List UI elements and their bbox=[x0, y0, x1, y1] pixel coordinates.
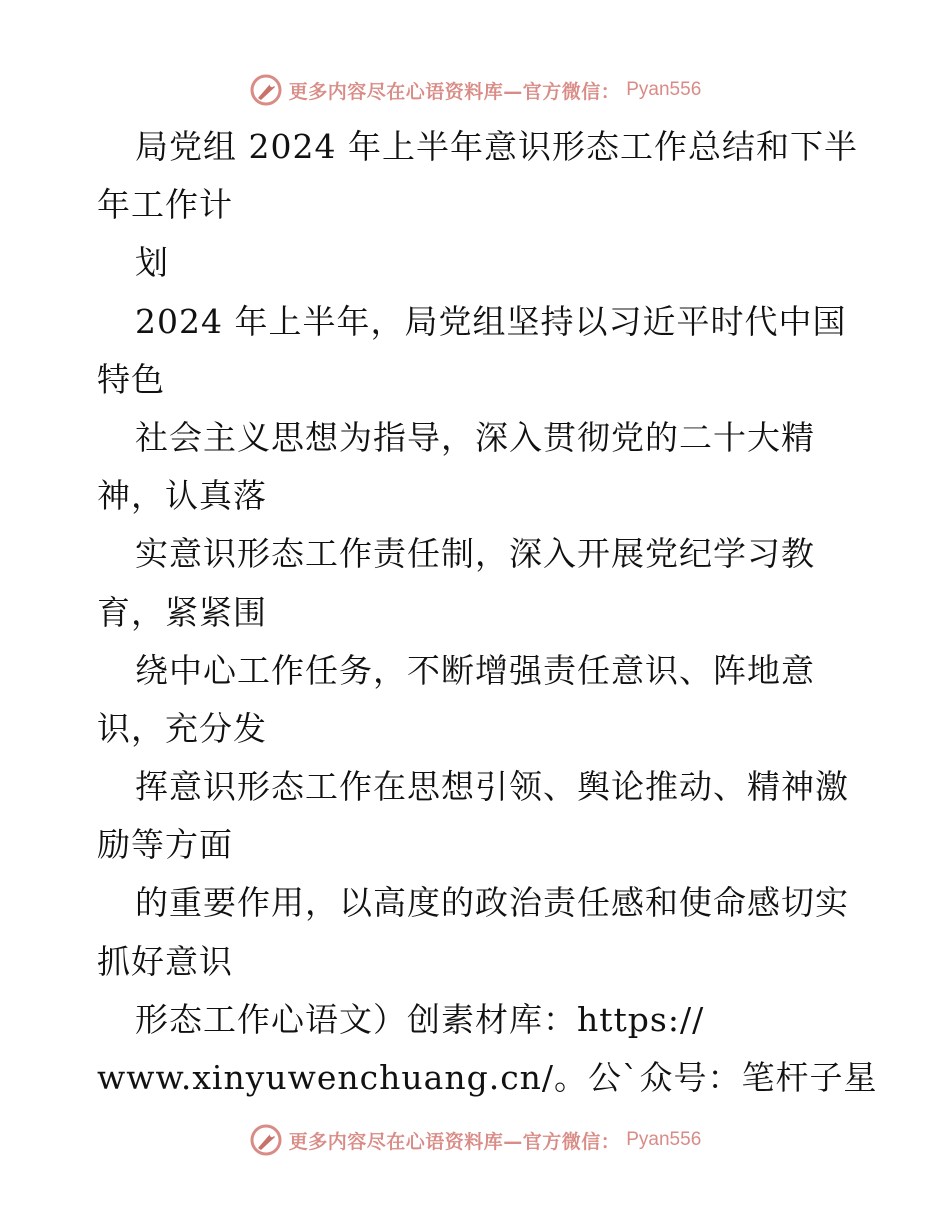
text-line: 形态工作心语文）创素材库：https:// bbox=[135, 999, 705, 1039]
text-line: 绕中心工作任务，不断增强责任意识、阵地意 bbox=[135, 650, 815, 690]
text-line: 育，紧紧围 bbox=[97, 592, 267, 632]
document-body bbox=[97, 118, 887, 1107]
text-line: 励等方面 bbox=[97, 825, 233, 865]
text-line: 2024 年上半年，局党组坚持以习近平时代中国 bbox=[135, 301, 847, 341]
watermark-text: 更多内容尽在心语资料库—官方微信： bbox=[288, 80, 621, 103]
text-line: 挥意识形态工作在思想引领、舆论推动、精神激 bbox=[135, 767, 849, 807]
text-line: 的重要作用，以高度的政治责任感和使命感切实 bbox=[135, 883, 849, 923]
text-line: 神，认真落 bbox=[97, 476, 267, 516]
watermark-footer bbox=[0, 1120, 950, 1160]
pen-nib-logo-icon bbox=[249, 73, 283, 107]
watermark-header bbox=[0, 70, 950, 110]
pen-nib-logo-icon bbox=[249, 1123, 283, 1157]
watermark-wechat-id: Pyan556 bbox=[626, 79, 702, 100]
watermark-wechat-id: Pyan556 bbox=[626, 1129, 702, 1150]
text-line: 实意识形态工作责任制，深入开展党纪学习教 bbox=[135, 534, 815, 574]
text-line: 特色 bbox=[97, 359, 165, 399]
text-line: www.xinyuwenchuang.cn/。公`众号：笔杆子星 bbox=[97, 1058, 878, 1097]
text-line: 局党组 2024 年上半年意识形态工作总结和下半 bbox=[135, 127, 858, 166]
text-line: 识，充分发 bbox=[97, 708, 267, 748]
text-line: 划 bbox=[135, 243, 169, 283]
watermark-text: 更多内容尽在心语资料库—官方微信： bbox=[288, 1130, 621, 1153]
text-line: 社会主义思想为指导，深入贯彻党的二十大精 bbox=[135, 417, 815, 457]
text-line: 抓好意识 bbox=[97, 941, 233, 981]
text-line: 年工作计 bbox=[97, 185, 233, 225]
